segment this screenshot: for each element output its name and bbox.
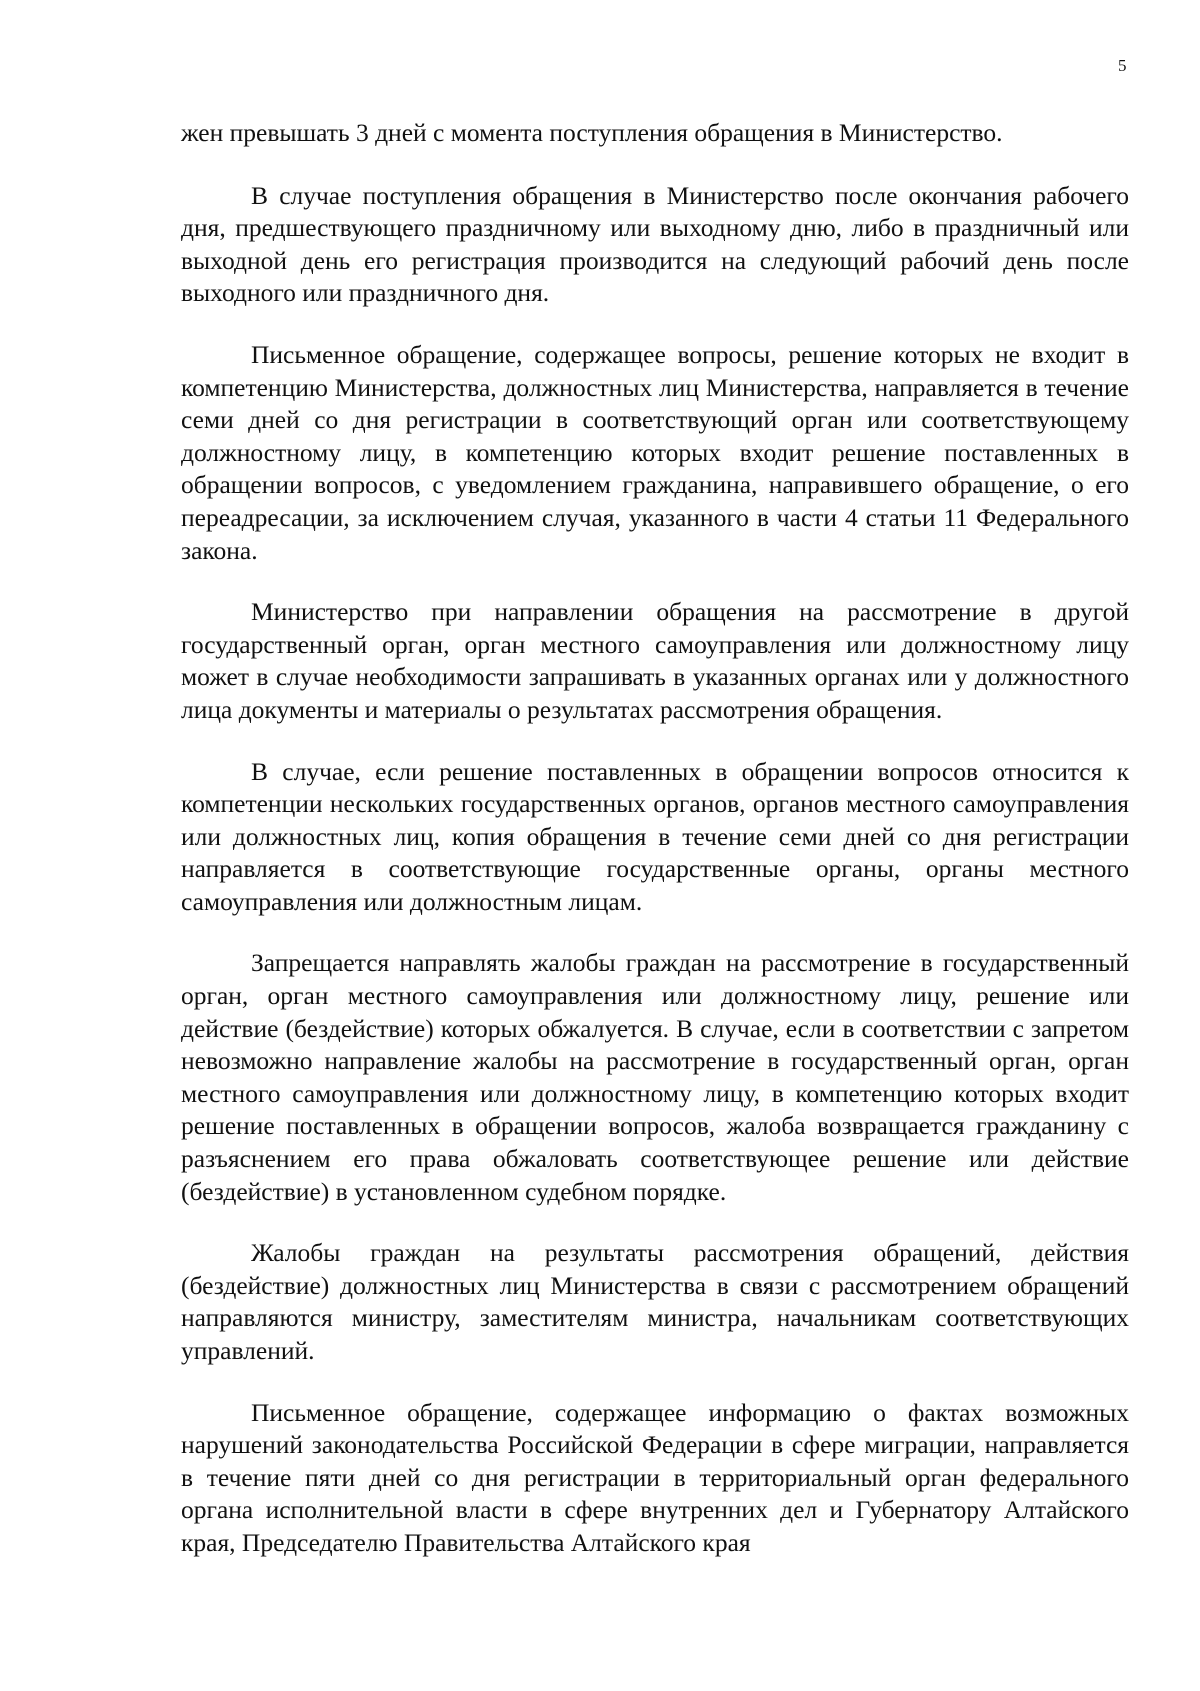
paragraph-complaint-prohibition: Запрещается направлять жалобы граждан на рассмотрение в государственный орган, орган местного самоуправления или должностному лицу, решение или действие (бездействие) которых обжалуется. В случае, если в соответствии с запретом невозможно направление жалобы на рассмотрение в государственный орган, орган местного самоуправления или должностному лицу, в компетенцию которых входит решение поставленных в обращении вопросов, жалоба возвращается гражданину с разъяснением его права обжаловать соответствующее решение или действие (бездействие) в установленном судебном порядке. [181,948,1129,1206]
paragraph-continuation: жен превышать 3 дней с момента поступления обращения в Министерство. [181,118,1003,147]
paragraph-redirect-competence: Письменное обращение, содержащее вопросы, решение которых не входит в компетенцию Министерства, должностных лиц Министерства, направляется в течение семи дней со дня регистрации в соответствующий орган или соответствующему должностному лицу, в компетенцию которых входит решение поставленных в обращении вопросов, с уведомлением гражданина, направившего обращение, о его переадресации, за исключением случая, указанного в части 4 статьи 11 Федерального закона. [181,339,1129,565]
paragraph-migration-violations: Письменное обращение, содержащее информацию о фактах возможных нарушений законодательства Российской Федерации в сфере миграции, направляется в течение пяти дней со дня регистрации в территориальный орган федерального органа исполнительной власти в сфере внутренних дел и Губернатору Алтайского края, Председателю Правительства Алтайского края [181,1397,1129,1557]
paragraph-multiple-bodies: В случае, если решение поставленных в обращении вопросов относится к компетенции нескольких государственных органов, органов местного самоуправления или должностных лиц, копия обращения в течение семи дней со дня регистрации направляется в соответствующие государственные органы, органы местного самоуправления или должностным лицам. [181,756,1129,916]
paragraph-registration-holidays: В случае поступления обращения в Министерство после окончания рабочего дня, предшествующего праздничному или выходному дню, либо в праздничный или выходной день его регистрация производится на следующий рабочий день после выходного или праздничного дня. [181,180,1129,308]
page-number: 5 [1118,56,1127,75]
paragraph-complaints-results: Жалобы граждан на результаты рассмотрения обращений, действия (бездействие) должностных лиц Министерства в связи с рассмотрением обращений направляются министру, заместителям министра, начальникам соответствующих управлений. [181,1238,1129,1365]
paragraph-request-documents: Министерство при направлении обращения на рассмотрение в другой государственный орган, орган местного самоуправления или должностному лицу может в случае необходимости запрашивать в указанных органах или у должностного лица документы и материалы о результатах рассмотрения обращения. [181,597,1129,724]
document-body [181,117,1129,1589]
